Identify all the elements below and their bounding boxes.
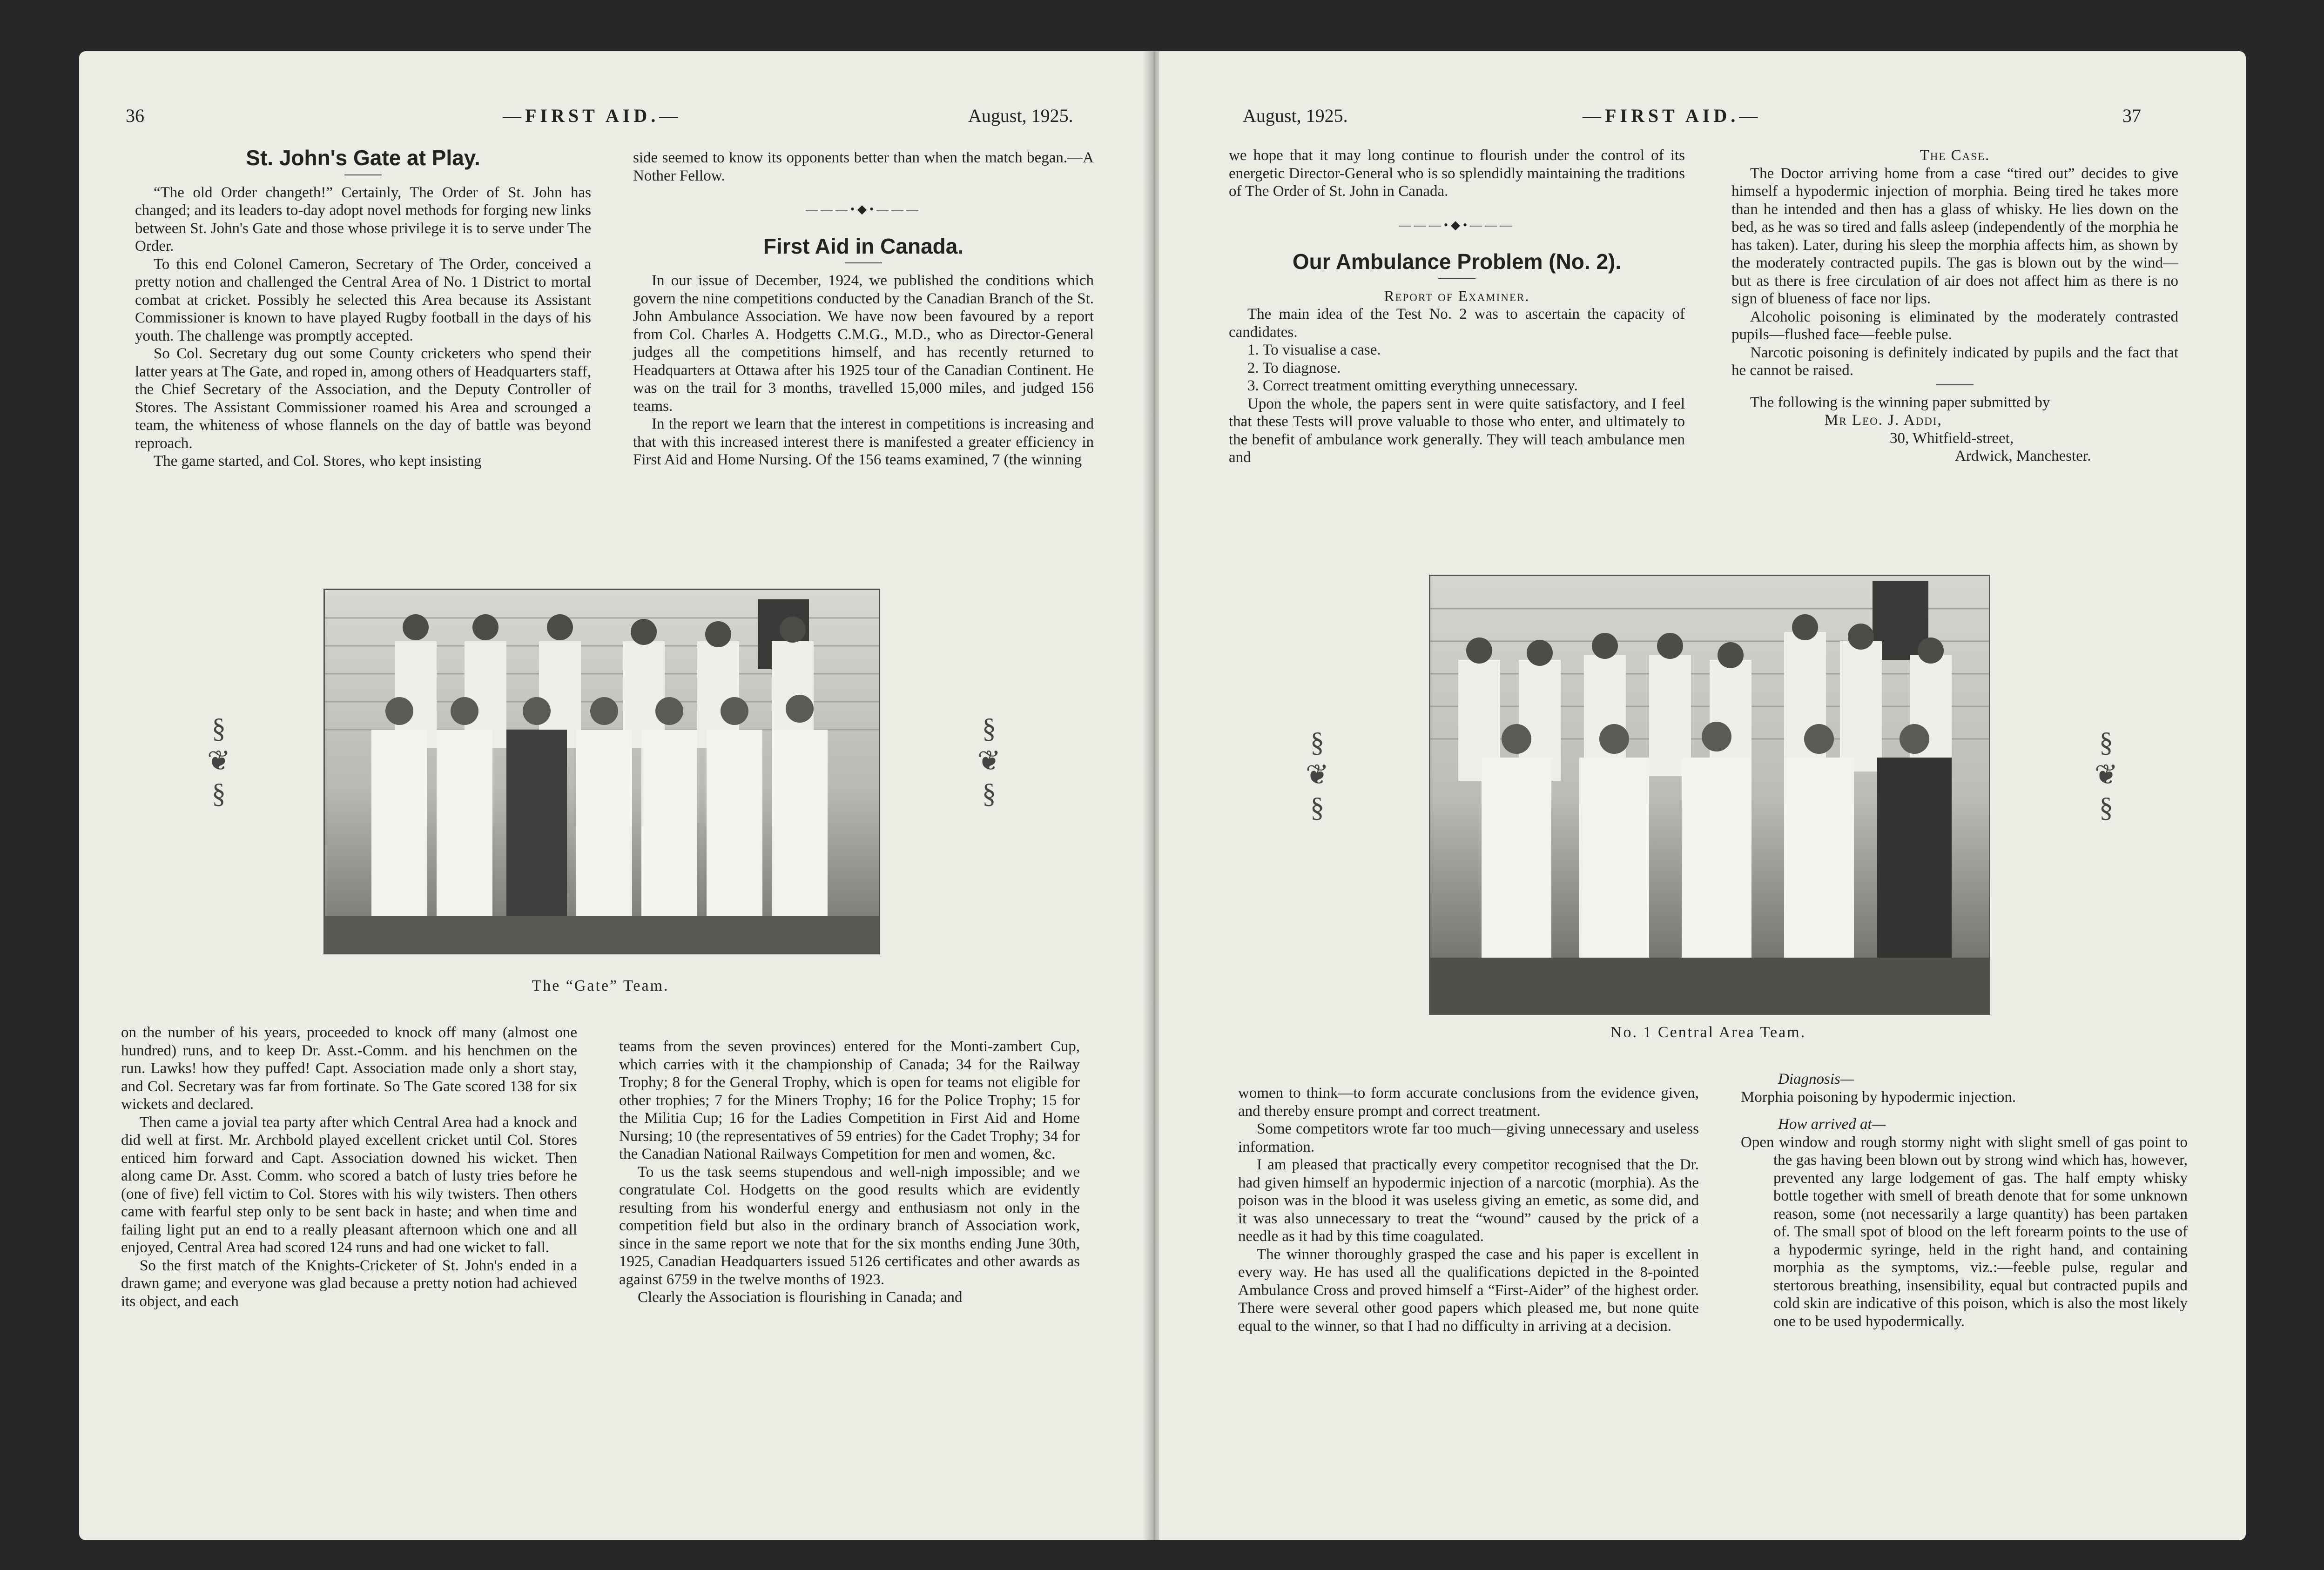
paragraph: Alcoholic poisoning is eliminated by the moderately contrasted pupils—flushed face—feeble pulse. <box>1731 308 2178 343</box>
paragraph: “The old Order changeth!” Certainly, The Order of St. John has changed; and its leaders to-day adopt novel methods for forging new links between St. John's Gate and those whose privilege it is to serve under The Order. <box>135 184 591 255</box>
gate-team-photo <box>323 589 880 954</box>
list-item: 1. To visualise a case. <box>1247 342 1381 358</box>
paragraph: To this end Colonel Cameron, Secretary of The Order, conceived a pretty notion and challenged the Central Area of No. 1 District to mortal combat at cricket. Possibly he selected this Area because its Assistant Commissioner is known to have played Rugby football in the days of his youth. The challenge was promptly accepted. <box>135 255 591 344</box>
diagnosis-text: Morphia poisoning by hypodermic injection. <box>1741 1088 2016 1106</box>
left-date: August, 1925. <box>968 105 1073 126</box>
article-ambulance-title: Our Ambulance Problem (No. 2). <box>1292 249 1622 274</box>
paragraph: In our issue of December, 1924, we published the conditions which govern the nine competitions conducted by the Canadian Branch of the St. John Ambulance Association. We have now been favoured by a report from Col. Charles A. Hodgetts C.M.G., M.D., who as Director-General judges all the competitions himself, and has recently returned to Headquarters at Ottawa after his 1925 tour of the Canadian Continent. He was on the trail for 3 months, travelled 15,000 miles, and judged 156 teams. <box>633 272 1094 415</box>
title-rule <box>845 262 882 263</box>
winner-address-line: Ardwick, Manchester. <box>1955 448 2091 464</box>
test-aims-list <box>1229 341 1685 395</box>
article-gate-title: St. John's Gate at Play. <box>246 146 480 170</box>
paragraph: Clearly the Association is flourishing in Canada; and <box>638 1289 963 1306</box>
paragraph: on the number of his years, proceeded to knock off many (almost one hundred) runs, and to keep Dr. Asst.-Comm. and his henchmen on the run. Lawks! how they puffed! Capt. Association made only a short stay, and Col. Secretary was far from fortinate. So The Gate scored 138 for six wickets and declared. <box>121 1024 577 1113</box>
scroll-ornament-icon: § ❦ § <box>1305 727 1329 823</box>
paragraph: Narcotic poisoning is definitely indicated by pupils and the fact that he cannot be raised. <box>1731 344 2178 379</box>
paragraph: In the report we learn that the interest in competitions is increasing and that with this increased interest there is manifested a greater efficiency in First Aid and Home Nursing. Of the 156 teams examined, 7 (the winning <box>633 416 1094 468</box>
title-rule <box>1438 278 1475 279</box>
scroll-ornament-icon: § ❦ § <box>2094 727 2118 823</box>
paragraph: The Doctor arriving home from a case “tired out” decides to give himself a hypodermic injection of morphia. Being tired he takes more than he intended and then has a glass of whisky. He lies down on the bed, as he was so tired and falls asleep (independently of the morphia he has taken). Later, during his sleep the morphia affects him, as shown by the moderately contracted pupils. The gas is blown out by the wind—but as there is free circulation of air does not affect him as there is no sign of blueness of face nor lips. <box>1731 165 2178 307</box>
paragraph: side seemed to know its opponents better than when the match began.—A Nother Fellow. <box>633 149 1094 184</box>
arrived-text: Open window and rough stormy night with slight smell of gas point to the gas having been blown out by strong wind which has, however, prevented any large lodgement of gas. The half empty whisky bottle together with smell of breath denote that for some unknown reason, some (not necessarily a large quantity) has been partaken of. The small spot of blood on the left forearm points to the use of a hypodermic syringe, held in the right hand, and containing morphia as the symptoms, viz.:—feeble pulse, regular and stertorous breathing, insensibility, equal but contracted pupils and cold skin are indicative of this poison, which is also the most likely one to be used hypodermically. <box>1741 1134 2188 1330</box>
the-case-heading: The Case. <box>1920 147 1990 164</box>
article-gate-continuation <box>121 1024 577 1310</box>
paragraph: teams from the seven provinces) entered for the Monti-zambert Cup, which carries with it the championship of Canada; 34 for the Railway Trophy; 8 for the General Trophy, which is open for teams not eligible for other trophies; 7 for the Miners Trophy; 16 for the Police Trophy; 15 for the Militia Cup; 16 for the Ladies Competition in First Aid and Home Nursing; 10 (the representatives of 59 entries) for the Cadet Trophy; 34 for the Canadian National Railways Competition for men and women, &c. <box>619 1038 1080 1162</box>
paragraph: The game started, and Col. Stores, who kept insisting <box>154 453 482 470</box>
paragraph: The winner thoroughly grasped the case and his paper is excellent in every way. He has used all the qualifications depicted in the 8-pointed Ambulance Cross and proved himself a “First-Aider” of the highest order. There were several other good papers which pleased me, but none quite equal to the winner, so that I had no difficulty in arriving at a decision. <box>1238 1246 1699 1335</box>
title-rule <box>344 174 382 175</box>
paragraph: Some competitors wrote far too much—giving unnecessary and useless information. <box>1238 1120 1699 1155</box>
central-area-team-photo <box>1429 575 1990 1015</box>
ambulance-problem-continuation <box>1238 1084 1699 1335</box>
article-gate-column <box>135 146 591 470</box>
list-item: 3. Correct treatment omitting everything unnecessary. <box>1247 377 1578 394</box>
paragraph: The main idea of the Test No. 2 was to ascertain the capacity of candidates. <box>1229 306 1685 341</box>
central-area-team-caption: No. 1 Central Area Team. <box>1610 1024 1806 1041</box>
list-item: 2. To diagnose. <box>1247 359 1341 376</box>
section-separator: ———•◆•——— <box>1399 218 1515 232</box>
article-canada-continuation <box>619 1038 1080 1307</box>
paragraph: I am pleased that practically every competitor recognised that the Dr. had given himself an hypodermic injection of a narcotic (morphia). As the poison was in the blood it was useless giving an emetic, as some did, and it was also unnecessary to treat the “wound” caused by the prick of a needle as it had by this time coagulated. <box>1238 1156 1699 1245</box>
winner-name: Mr Leo. J. Addi, <box>1825 412 1942 429</box>
paragraph: So Col. Secretary dug out some County cricketers who spend their latter years at The Gate, and roped in, among others of Headquarters staff, the Chief Secretary of the Association, and the Deputy Controller of Stores. The Assistant Commissioner roamed his Area and scrounged a team, the whiteness of whose flannels on the day of battle was beyond reproach. <box>135 345 591 452</box>
right-running-title: —FIRST AID.— <box>1583 105 1762 126</box>
paragraph: Upon the whole, the papers sent in were quite satisfactory, and I feel that these Tests will prove valuable to those who enter, and ultimately to the benefit of ambulance work generally. They will teach ambulance men and <box>1229 395 1685 466</box>
examiner-subtitle: Report of Examiner. <box>1384 288 1530 305</box>
scroll-ornament-icon: § ❦ § <box>207 713 231 809</box>
scroll-ornament-icon: § ❦ § <box>977 713 1001 809</box>
paragraph: So the first match of the Knights-Cricketer of St. John's ended in a drawn game; and everyone was glad because a pretty notion had achieved its object, and each <box>121 1257 577 1310</box>
winner-address-line: 30, Whitfield-street, <box>1890 429 2014 447</box>
arrived-label: How arrived at— <box>1778 1116 1886 1133</box>
right-date: August, 1925. <box>1243 105 1348 126</box>
the-case-column <box>1731 147 2178 465</box>
canada-column <box>633 149 1094 469</box>
left-running-title: —FIRST AID.— <box>503 105 682 126</box>
section-rule <box>1936 384 1974 385</box>
left-page-number: 36 <box>126 105 144 126</box>
paragraph: Then came a jovial tea party after which Central Area had a knock and did well at first. Mr. Archbold played excellent cricket until Col. Stores enticed him forward and Capt. Association downed his wicket. Then along came Dr. Asst. Comm. who scored a batch of lusty tries before he (one of five) fell victim to Col. Stores with his wily twisters. Then others came with fearful step only to be sent back in haste; and when time and failing light put an end to a really pleasant afternoon which one and all enjoyed, Central Area had scored 124 runs and had one wicket to fall. <box>121 1114 577 1256</box>
right-page-number: 37 <box>2122 105 2141 126</box>
paragraph: To us the task seems stupendous and well-nigh impossible; and we congratulate Col. Hodgetts on the good results which are evidently resulting from his wonderful energy and enthusiasm not only in the competition field but also in the ordinary branch of Association work, since in the same report we note that for the six months ending June 30th, 1925, Canadian Headquarters issued 5126 certificates and other awards as against 6759 in the twelve months of 1923. <box>619 1163 1080 1288</box>
paragraph: we hope that it may long continue to flourish under the control of its energetic Director-General who is so splendidly maintaining the traditions of The Order of St. John in Canada. <box>1229 147 1685 200</box>
paragraph: The following is the winning paper submitted by <box>1750 394 2050 411</box>
gate-team-caption: The “Gate” Team. <box>532 977 669 994</box>
ambulance-problem-column <box>1229 147 1685 467</box>
diagnosis-label: Diagnosis— <box>1778 1071 1854 1087</box>
winning-paper-column <box>1741 1070 2188 1330</box>
section-separator: ———•◆•——— <box>805 202 922 216</box>
paragraph: women to think—to form accurate conclusions from the evidence given, and thereby ensure prompt and correct treatment. <box>1238 1085 1699 1120</box>
article-canada-title: First Aid in Canada. <box>763 234 964 258</box>
